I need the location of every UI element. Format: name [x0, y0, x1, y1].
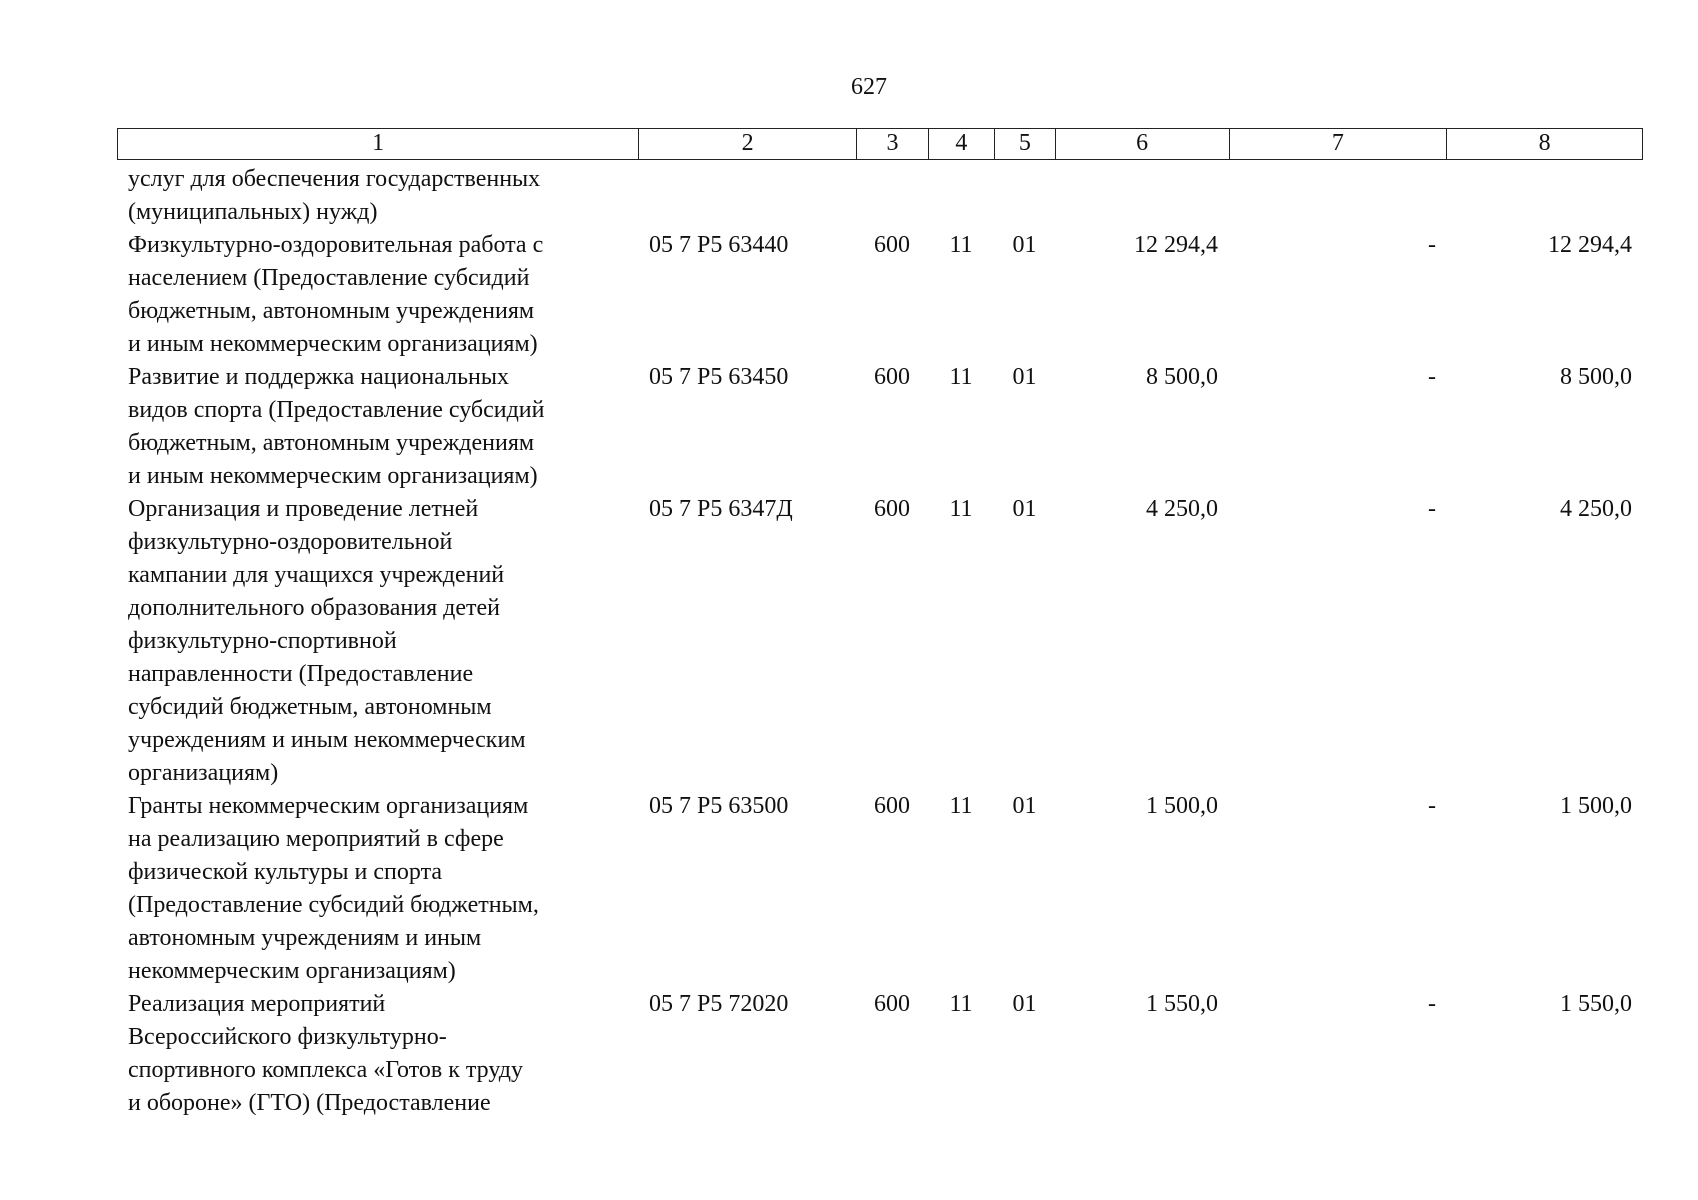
budget-code: 05 7 Р5 63450	[649, 364, 789, 390]
amount-col-6	[1055, 163, 1229, 229]
table-body	[117, 163, 1643, 1120]
description-line: физической культуры и спорта	[128, 859, 443, 885]
header-col-7: 7	[1229, 129, 1447, 159]
subsection: 01	[1012, 793, 1037, 819]
table-row	[117, 163, 1643, 229]
amount-col-8: 4 250,0	[1560, 496, 1632, 522]
description-line: на реализацию мероприятий в сфере	[128, 826, 504, 852]
budget-code: 05 7 Р5 72020	[649, 991, 789, 1017]
section: 11	[949, 496, 973, 522]
description-line: организациям)	[128, 760, 279, 786]
header-col-5: 5	[994, 129, 1055, 159]
description-line: субсидий бюджетным, автономным	[128, 694, 492, 720]
header-col-1: 1	[372, 130, 385, 156]
description-line: направленности (Предоставление	[128, 661, 474, 687]
description-line: Гранты некоммерческим организациям	[128, 793, 529, 819]
amount-col-6: 8 500,0	[1146, 364, 1218, 390]
header-col-3: 3	[856, 129, 928, 159]
budget-code: 05 7 Р5 63500	[649, 793, 789, 819]
row-description	[117, 229, 638, 361]
description-line: и иным некоммерческим организациям)	[128, 463, 538, 489]
amount-col-7: -	[1428, 232, 1436, 258]
expense-type	[856, 163, 928, 229]
amount-col-6: 4 250,0	[1146, 496, 1218, 522]
description-line: физкультурно-спортивной	[128, 628, 397, 654]
page-number: 627	[851, 74, 887, 100]
table-row	[117, 988, 1643, 1120]
table-row	[117, 229, 1643, 361]
expense-type: 600	[874, 793, 910, 819]
amount-col-8: 8 500,0	[1560, 364, 1632, 390]
header-col-6: 6	[1055, 129, 1229, 159]
description-line: Физкультурно-оздоровительная работа с	[128, 232, 544, 258]
description-line: и обороне» (ГТО) (Предоставление	[128, 1090, 491, 1116]
description-line: услуг для обеспечения государственных	[128, 166, 541, 192]
description-line: населением (Предоставление субсидий	[128, 265, 530, 291]
row-description	[117, 790, 638, 988]
description-line: и иным некоммерческим организациям)	[128, 331, 538, 357]
expense-type: 600	[874, 232, 910, 258]
amount-col-8: 1 550,0	[1560, 991, 1632, 1017]
description-line: кампании для учащихся учреждений	[128, 562, 505, 588]
description-line: бюджетным, автономным учреждениям	[128, 298, 535, 324]
description-line: некоммерческим организациям)	[128, 958, 456, 984]
description-line: (муниципальных) нужд)	[128, 199, 378, 225]
expense-type: 600	[874, 496, 910, 522]
description-line: Реализация мероприятий	[128, 991, 386, 1017]
section	[928, 163, 994, 229]
amount-col-8	[1447, 163, 1643, 229]
row-description	[117, 361, 638, 493]
description-line: автономным учреждениям и иным	[128, 925, 482, 951]
description-line: Организация и проведение летней	[128, 496, 479, 522]
amount-col-8: 12 294,4	[1548, 232, 1632, 258]
description-line: Всероссийского физкультурно-	[128, 1024, 447, 1050]
amount-col-7: -	[1428, 364, 1436, 390]
amount-col-6: 1 500,0	[1146, 793, 1218, 819]
table-row	[117, 790, 1643, 988]
subsection	[994, 163, 1055, 229]
section: 11	[949, 991, 973, 1017]
budget-code: 05 7 Р5 63440	[649, 232, 789, 258]
row-description	[117, 493, 638, 790]
header-col-8: 8	[1446, 129, 1642, 159]
description-line: физкультурно-оздоровительной	[128, 529, 453, 555]
header-col-2: 2	[638, 129, 856, 159]
table-row	[117, 493, 1643, 790]
description-line: (Предоставление субсидий бюджетным,	[128, 892, 539, 918]
amount-col-7: -	[1428, 991, 1436, 1017]
budget-code: 05 7 Р5 6347Д	[649, 496, 793, 522]
subsection: 01	[1012, 232, 1037, 258]
amount-col-6: 1 550,0	[1146, 991, 1218, 1017]
description-line: учреждениям и иным некоммерческим	[128, 727, 526, 753]
budget-code	[638, 163, 856, 229]
table-row	[117, 361, 1643, 493]
expense-type: 600	[874, 991, 910, 1017]
description-line: Развитие и поддержка национальных	[128, 364, 510, 390]
description-line: дополнительного образования детей	[128, 595, 500, 621]
description-line: видов спорта (Предоставление субсидий	[128, 397, 545, 423]
row-description	[117, 163, 638, 229]
amount-col-7: -	[1428, 496, 1436, 522]
row-description	[117, 988, 638, 1120]
header-col-4: 4	[928, 129, 994, 159]
section: 11	[949, 232, 973, 258]
subsection: 01	[1012, 496, 1037, 522]
amount-col-8: 1 500,0	[1560, 793, 1632, 819]
amount-col-6: 12 294,4	[1134, 232, 1218, 258]
amount-col-7	[1229, 163, 1447, 229]
description-line: бюджетным, автономным учреждениям	[128, 430, 535, 456]
subsection: 01	[1012, 364, 1037, 390]
section: 11	[949, 364, 973, 390]
amount-col-7: -	[1428, 793, 1436, 819]
subsection: 01	[1012, 991, 1037, 1017]
description-line: спортивного комплекса «Готов к труду	[128, 1057, 524, 1083]
table-header	[117, 128, 1643, 160]
section: 11	[949, 793, 973, 819]
expense-type: 600	[874, 364, 910, 390]
